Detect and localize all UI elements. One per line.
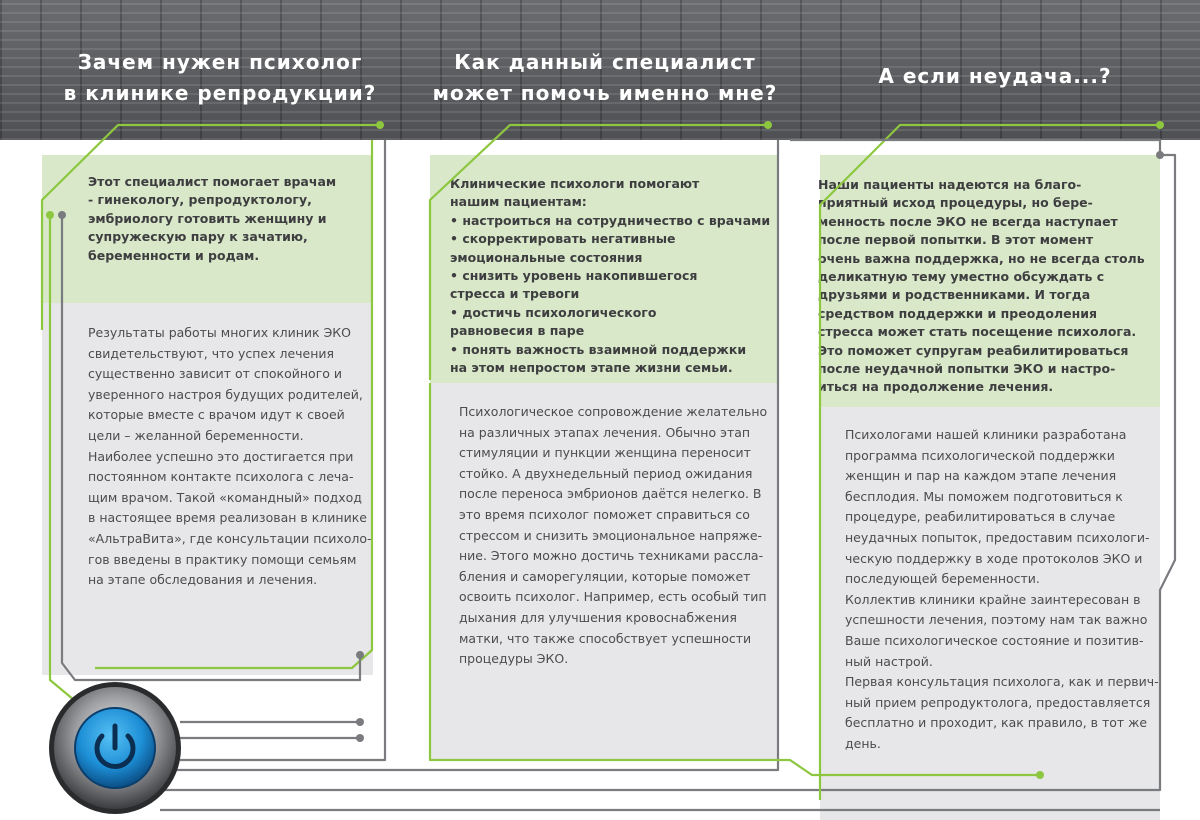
text-line: очень важна поддержка, но не всегда столь [818,250,1145,266]
text-line: • достичь психологического [450,304,657,320]
text-line: успешности лечения, поэтому нам так важно [845,612,1148,628]
text-line: - гинекологу, репродуктологу, [88,192,312,208]
column-1-title [20,47,420,109]
text-line: цели – желанной беременности. [88,427,304,443]
column-2-title [400,47,810,109]
text-line: женщин и пар на каждом этапе лечения [845,468,1117,484]
text-line: деликатную тему уместно обсуждать с [818,269,1105,285]
text-line: иться на продолжение лечения. [818,379,1054,395]
text-line: стойко. А двухнедельный период ожидания [459,465,753,481]
text-line: процедуры ЭКО. [459,651,569,667]
text-line: эмбриологу готовить женщину и [88,210,327,226]
text-line: ческую поддержку в ходе протоколов ЭКО и [845,550,1143,566]
text-line: гов введены в практику помощи семьям [88,551,357,567]
text-line: ние. Этого можно достичь техниками рассла- [459,548,764,564]
text-line: процедуре, реабилитироваться в случае [845,509,1116,525]
text-line: программа психологической поддержки [845,447,1115,463]
text-line: после переноса эмбрионов даётся нелегко. В [459,486,762,502]
text-line: на этом непростом этапе жизни семьи. [450,360,733,376]
text-line: бесплодия. Мы поможем подготовиться к [845,488,1123,504]
col2-green-text [450,175,778,377]
text-line: ный прием репродуктолога, предоставляется [845,694,1151,710]
text-line: уверенного настроя будущих родителей, [88,386,363,402]
text-line: Это поможет супругам реабилитироваться [818,342,1129,358]
text-line: бесплатно и проходит, как правило, в тот же [845,715,1148,731]
col2-gray-text [459,402,774,670]
text-line: стресса может стать посещение психолога. [818,324,1137,340]
text-line: Психологами нашей клиники разработана [845,427,1127,442]
text-line: щим врачом. Такой «командный» подход [88,489,362,505]
text-line: менность после ЭКО не всегда наступает [818,213,1118,229]
title-line: может помочь именно мне? [432,81,778,105]
col3-gray-text [845,425,1159,755]
text-line: «АльтраВита», где консультации психоло- [88,530,372,546]
column-3-title [800,61,1190,92]
text-line: Клинические психологи помогают [450,176,700,191]
text-line: стрессом и снизить эмоциональное напряже- [459,527,763,543]
power-button[interactable] [45,680,185,820]
text-line: Первая консультация психолога, как и первич- [845,674,1159,690]
text-line: освоить психолог. Например, есть особый тип [459,589,767,605]
text-line: свидетельствуют, что успех лечения [88,345,335,361]
text-line: ный настрой. [845,653,933,669]
text-line: • понять важность взаимной поддержки [450,341,747,357]
text-line: Психологическое сопровождение желательно [459,404,768,419]
col3-green-text [818,176,1163,397]
text-line: равновесия в паре [450,323,585,339]
text-line: Результаты работы многих клиник ЭКО [88,325,352,340]
title-line: Зачем нужен психолог [77,50,363,74]
title-line: в клинике репродукции? [63,81,377,105]
text-line: в настоящее время реализован в клинике [88,510,367,526]
text-line: матки, что также способствует успешности [459,630,752,646]
text-line: Наши пациенты надеются на благо- [818,177,1082,192]
title-line: А если неудача...? [878,64,1112,88]
col1-gray-text [88,323,373,591]
text-line: приятный исход процедуры, но бере- [818,195,1093,211]
text-line: бления и саморегуляции, которые поможет [459,568,751,584]
text-line: день. [845,735,881,751]
text-line: дыхания для улучшения кровоснабжения [459,609,737,625]
text-line: неудачных попыток, предоставим психологи- [845,529,1150,545]
text-line: Коллектив клиники крайне заинтересован в [845,591,1141,607]
text-line: • снизить уровень накопившегося [450,268,698,284]
text-line: на различных этапах лечения. Обычно этап [459,424,751,440]
text-line: стресса и тревоги [450,286,580,302]
text-line: Ваше психологическое состояние и позитив- [845,632,1144,648]
text-line: Этот специалист помогает врачам [88,174,337,189]
text-line: эмоциональные состояния [450,249,643,265]
text-line: Наиболее успешно это достигается при [88,448,354,464]
text-line: на этапе обследования и лечения. [88,572,318,588]
col1-green-text [88,173,373,265]
text-line: средством поддержки и преодоления [818,305,1098,321]
text-line: • настроиться на сотрудничество с врачами [450,212,771,228]
text-line: нашим пациентам: [450,194,587,210]
text-line: последующей беременности. [845,571,1040,587]
text-line: супружескую пару к зачатию, [88,229,308,245]
circuit-gray-line [790,140,1160,155]
text-line: беременности и родам. [88,247,260,263]
text-line: после неудачной попытки ЭКО и настро- [818,361,1116,377]
text-line: постоянном контакте психолога с леча- [88,469,354,485]
header-band [0,0,1200,140]
title-line: Как данный специалист [454,50,756,74]
text-line: это время психолог поможет справиться со [459,506,750,522]
circuit-node [356,718,364,726]
text-line: после первой попытки. В этот момент [818,232,1094,248]
text-line: • скорректировать негативные [450,231,676,247]
text-line: которые вместе с врачом идут к своей [88,407,345,423]
text-line: друзьями и родственниками. И тогда [818,287,1091,303]
text-line: существенно зависит от спокойного и [88,366,343,382]
text-line: стимуляции и пункции женщина переносит [459,445,751,461]
circuit-node [356,734,364,742]
